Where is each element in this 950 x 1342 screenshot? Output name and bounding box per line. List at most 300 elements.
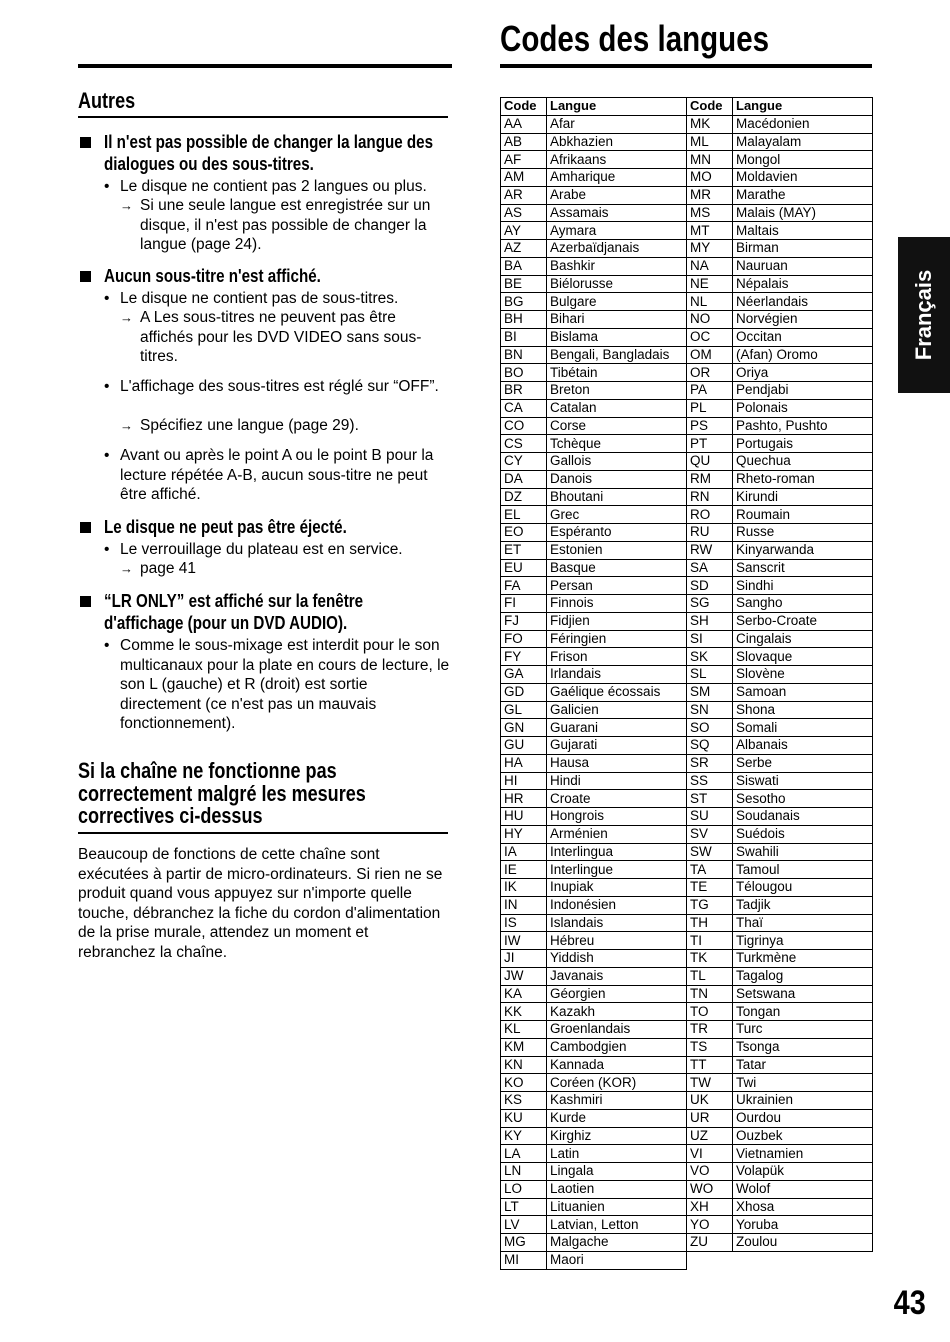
language-name-cell: Sangho bbox=[733, 595, 873, 613]
table-row bbox=[501, 559, 873, 577]
language-name-cell: Gallois bbox=[547, 453, 687, 471]
language-code-cell: UZ bbox=[687, 1127, 733, 1145]
language-code-cell: UK bbox=[687, 1092, 733, 1110]
language-name-cell: Shona bbox=[733, 701, 873, 719]
language-code-cell: EU bbox=[501, 559, 547, 577]
language-code-cell: SK bbox=[687, 648, 733, 666]
language-name-cell: Catalan bbox=[547, 399, 687, 417]
language-name-cell: Yoruba bbox=[733, 1216, 873, 1234]
language-code-cell: LV bbox=[501, 1216, 547, 1234]
language-name-cell: Espéranto bbox=[547, 524, 687, 542]
language-name-cell: Afrikaans bbox=[547, 151, 687, 169]
issue-heading-line: Aucun sous-titre n'est affiché. bbox=[104, 265, 321, 286]
language-code-cell: ST bbox=[687, 790, 733, 808]
square-bullet-icon bbox=[80, 271, 91, 282]
language-code-cell: SA bbox=[687, 559, 733, 577]
language-name-cell: (Afan) Oromo bbox=[733, 346, 873, 364]
language-code-cell: MO bbox=[687, 169, 733, 187]
language-name-cell: Aymara bbox=[547, 222, 687, 240]
table-row bbox=[501, 470, 873, 488]
language-name-cell: Occitan bbox=[733, 328, 873, 346]
language-name-cell: Mongol bbox=[733, 151, 873, 169]
language-code-cell: OC bbox=[687, 328, 733, 346]
issue-heading-line: Il n'est pas possible de changer la langue des bbox=[104, 131, 434, 152]
cause-text: Le verrouillage du plateau est en service. bbox=[120, 541, 403, 558]
language-code-cell: PT bbox=[687, 435, 733, 453]
language-name-cell: Kirghiz bbox=[547, 1127, 687, 1145]
language-name-cell: Indonésien bbox=[547, 896, 687, 914]
language-code-cell: AM bbox=[501, 169, 547, 187]
language-code-cell: TA bbox=[687, 861, 733, 879]
language-code-cell: NE bbox=[687, 275, 733, 293]
language-name-cell: Sanscrit bbox=[733, 559, 873, 577]
table-row bbox=[501, 1127, 873, 1145]
table-row bbox=[501, 506, 873, 524]
square-bullet-icon bbox=[80, 137, 91, 148]
table-row bbox=[501, 453, 873, 471]
language-code-cell: MT bbox=[687, 222, 733, 240]
language-name-cell: Sesotho bbox=[733, 790, 873, 808]
table-row bbox=[501, 169, 873, 187]
language-name-cell: Groenlandais bbox=[547, 1021, 687, 1039]
table-row bbox=[501, 435, 873, 453]
language-name-cell: Laotien bbox=[547, 1180, 687, 1198]
right-top-rule bbox=[500, 64, 872, 68]
table-row bbox=[501, 541, 873, 559]
language-code-cell: MG bbox=[501, 1234, 547, 1252]
language-name-cell: Islandais bbox=[547, 914, 687, 932]
language-code-cell: AB bbox=[501, 133, 547, 151]
side-tab-label: Français bbox=[911, 269, 936, 361]
language-name-cell: Kazakh bbox=[547, 1003, 687, 1021]
language-side-tab bbox=[898, 237, 950, 393]
table-row bbox=[501, 577, 873, 595]
language-code-cell: GU bbox=[501, 737, 547, 755]
column-header-code: Code bbox=[687, 98, 733, 116]
table-row bbox=[501, 808, 873, 826]
language-code-cell: SU bbox=[687, 808, 733, 826]
language-code-cell: PL bbox=[687, 399, 733, 417]
language-name-cell: Samoan bbox=[733, 683, 873, 701]
language-code-cell: KM bbox=[501, 1038, 547, 1056]
bullet-dot-icon: • bbox=[104, 637, 110, 654]
language-name-cell: Afar bbox=[547, 115, 687, 133]
bullet-dot-icon: • bbox=[104, 447, 110, 464]
language-name-cell: Javanais bbox=[547, 967, 687, 985]
remedy-text: page 41 bbox=[140, 560, 197, 577]
language-name-cell: Tsonga bbox=[733, 1038, 873, 1056]
language-code-cell: MN bbox=[687, 151, 733, 169]
language-name-cell: Turkmène bbox=[733, 950, 873, 968]
language-code-cell: XH bbox=[687, 1198, 733, 1216]
language-code-cell: LN bbox=[501, 1163, 547, 1181]
language-code-cell: KY bbox=[501, 1127, 547, 1145]
language-code-cell: PA bbox=[687, 382, 733, 400]
language-name-cell: Corse bbox=[547, 417, 687, 435]
table-row bbox=[501, 1163, 873, 1181]
language-code-cell: BH bbox=[501, 311, 547, 329]
language-name-cell: Maori bbox=[547, 1251, 687, 1269]
table-row bbox=[501, 879, 873, 897]
language-code-cell: SN bbox=[687, 701, 733, 719]
language-code-cell: IA bbox=[501, 843, 547, 861]
language-code-cell: BI bbox=[501, 328, 547, 346]
language-code-cell: CO bbox=[501, 417, 547, 435]
table-row bbox=[501, 666, 873, 684]
language-code-cell: NA bbox=[687, 257, 733, 275]
language-name-cell: Birman bbox=[733, 240, 873, 258]
language-name-cell: Kurde bbox=[547, 1109, 687, 1127]
table-row bbox=[501, 683, 873, 701]
table-row bbox=[501, 1109, 873, 1127]
language-code-cell: KL bbox=[501, 1021, 547, 1039]
language-name-cell: Abkhazien bbox=[547, 133, 687, 151]
language-name-cell: Frison bbox=[547, 648, 687, 666]
language-code-cell: SG bbox=[687, 595, 733, 613]
bullet-dot-icon: • bbox=[104, 290, 110, 307]
language-code-cell: QU bbox=[687, 453, 733, 471]
language-code-cell: FO bbox=[501, 630, 547, 648]
language-code-cell: AF bbox=[501, 151, 547, 169]
table-row bbox=[501, 293, 873, 311]
language-code-cell: TR bbox=[687, 1021, 733, 1039]
language-code-cell: HR bbox=[501, 790, 547, 808]
language-code-cell: SV bbox=[687, 825, 733, 843]
square-bullet-icon bbox=[80, 596, 91, 607]
language-code-cell: KK bbox=[501, 1003, 547, 1021]
table-row bbox=[501, 257, 873, 275]
arrow-right-icon: → bbox=[120, 198, 133, 213]
table-body bbox=[501, 115, 873, 1269]
table-row bbox=[501, 1234, 873, 1252]
table-row bbox=[501, 1092, 873, 1110]
language-name-cell: Twi bbox=[733, 1074, 873, 1092]
table-row bbox=[501, 825, 873, 843]
table-row bbox=[501, 346, 873, 364]
language-code-cell: HA bbox=[501, 754, 547, 772]
language-code-cell: BO bbox=[501, 364, 547, 382]
failure-paragraph: Beaucoup de fonctions de cette chaîne sont exécutées à partir de micro-ordinateurs. Si rien ne se produit quand vous appuyez sur n'importe quelle touche, débranchez la fiche du cordon d'alimentation de la prise murale, attendez un moment et rebranchez la chaîne. bbox=[78, 846, 443, 961]
language-code-cell: IN bbox=[501, 896, 547, 914]
cause-text: Avant ou après le point A ou le point B pour la lecture répétée A-B, aucun sous-titre ne peut être affiché. bbox=[120, 447, 434, 503]
language-name-cell: Serbe bbox=[733, 754, 873, 772]
language-code-cell: RN bbox=[687, 488, 733, 506]
language-name-cell: Guarani bbox=[547, 719, 687, 737]
language-name-cell: Arabe bbox=[547, 186, 687, 204]
language-name-cell: Danois bbox=[547, 470, 687, 488]
language-name-cell: Malais (MAY) bbox=[733, 204, 873, 222]
language-code-cell: TI bbox=[687, 932, 733, 950]
language-code-cell: BR bbox=[501, 382, 547, 400]
language-code-cell: IS bbox=[501, 914, 547, 932]
language-code-cell: TE bbox=[687, 879, 733, 897]
table-row bbox=[501, 719, 873, 737]
language-code-cell: JW bbox=[501, 967, 547, 985]
failure-heading-line: correctives ci-dessus bbox=[78, 803, 263, 828]
cause-text: L'affichage des sous-titres est réglé sur “OFF”. bbox=[120, 378, 439, 395]
language-name-cell: Albanais bbox=[733, 737, 873, 755]
cause-text: Comme le sous-mixage est interdit pour le son multicanaux pour la plate en cours de lecture, le son L (gauche) et R (droit) est sortie directement (ce n'est pas un mauvais fonctionnement). bbox=[120, 637, 450, 732]
table-row bbox=[501, 133, 873, 151]
language-name-cell: Arménien bbox=[547, 825, 687, 843]
language-code-cell: EO bbox=[501, 524, 547, 542]
table-row bbox=[501, 896, 873, 914]
language-name-cell: Finnois bbox=[547, 595, 687, 613]
table-row bbox=[501, 1251, 873, 1269]
remedy-text: Spécifiez une langue (page 29). bbox=[140, 417, 359, 434]
language-name-cell: Cingalais bbox=[733, 630, 873, 648]
section-rule bbox=[78, 832, 448, 834]
language-name-cell: Bulgare bbox=[547, 293, 687, 311]
language-name-cell: Persan bbox=[547, 577, 687, 595]
language-code-cell: AY bbox=[501, 222, 547, 240]
language-name-cell: Kannada bbox=[547, 1056, 687, 1074]
remedy-text: A Les sous-titres ne peuvent pas être affichés pour les DVD VIDEO sans sous-titres. bbox=[140, 309, 422, 365]
language-code-cell: FI bbox=[501, 595, 547, 613]
language-code-cell: EL bbox=[501, 506, 547, 524]
language-name-cell: Basque bbox=[547, 559, 687, 577]
language-name-cell: Néerlandais bbox=[733, 293, 873, 311]
language-code-cell: OM bbox=[687, 346, 733, 364]
language-code-cell: RW bbox=[687, 541, 733, 559]
language-code-cell: VO bbox=[687, 1163, 733, 1181]
language-name-cell: Hausa bbox=[547, 754, 687, 772]
language-code-cell: ZU bbox=[687, 1234, 733, 1252]
section-heading-failure bbox=[78, 760, 366, 828]
language-name-cell: Zoulou bbox=[733, 1234, 873, 1252]
language-name-cell: Norvégien bbox=[733, 311, 873, 329]
language-name-cell: Bashkir bbox=[547, 257, 687, 275]
language-name-cell: Cambodgien bbox=[547, 1038, 687, 1056]
language-name-cell: Gujarati bbox=[547, 737, 687, 755]
language-code-cell: TK bbox=[687, 950, 733, 968]
table-row bbox=[501, 488, 873, 506]
table-header-row bbox=[501, 98, 873, 116]
language-name-cell: Grec bbox=[547, 506, 687, 524]
language-name-cell: Coréen (KOR) bbox=[547, 1074, 687, 1092]
language-code-cell: UR bbox=[687, 1109, 733, 1127]
language-name-cell: Serbo-Croate bbox=[733, 612, 873, 630]
language-name-cell: Hongrois bbox=[547, 808, 687, 826]
table-row bbox=[501, 1074, 873, 1092]
language-name-cell: Kirundi bbox=[733, 488, 873, 506]
language-code-cell: MI bbox=[501, 1251, 547, 1269]
language-code-cell: MS bbox=[687, 204, 733, 222]
language-code-cell: RO bbox=[687, 506, 733, 524]
language-code-cell: FJ bbox=[501, 612, 547, 630]
language-code-cell: RU bbox=[687, 524, 733, 542]
arrow-right-icon: → bbox=[120, 418, 133, 433]
language-code-cell: NL bbox=[687, 293, 733, 311]
language-name-cell: Gaélique écossais bbox=[547, 683, 687, 701]
language-code-cell: AR bbox=[501, 186, 547, 204]
language-code-cell: KA bbox=[501, 985, 547, 1003]
section-heading-autres: Autres bbox=[78, 88, 136, 113]
language-code-cell: CA bbox=[501, 399, 547, 417]
language-code-cell: ML bbox=[687, 133, 733, 151]
language-name-cell: Inupiak bbox=[547, 879, 687, 897]
language-code-cell: BG bbox=[501, 293, 547, 311]
language-name-cell: Bihari bbox=[547, 311, 687, 329]
language-code-cell: KN bbox=[501, 1056, 547, 1074]
language-code-cell: HY bbox=[501, 825, 547, 843]
table-row bbox=[501, 914, 873, 932]
language-name-cell: Maltais bbox=[733, 222, 873, 240]
language-name-cell: Russe bbox=[733, 524, 873, 542]
page-title: Codes des langues bbox=[500, 18, 770, 59]
language-name-cell: Ourdou bbox=[733, 1109, 873, 1127]
bullet-dot-icon: • bbox=[104, 178, 110, 195]
language-name-cell: Azerbaïdjanais bbox=[547, 240, 687, 258]
language-code-cell: IW bbox=[501, 932, 547, 950]
arrow-right-icon: → bbox=[120, 310, 133, 325]
empty-cell bbox=[733, 1251, 873, 1269]
language-code-cell: GL bbox=[501, 701, 547, 719]
language-name-cell: Polonais bbox=[733, 399, 873, 417]
language-name-cell: Kashmiri bbox=[547, 1092, 687, 1110]
language-code-cell: KS bbox=[501, 1092, 547, 1110]
language-code-cell: OR bbox=[687, 364, 733, 382]
empty-cell bbox=[687, 1251, 733, 1269]
arrow-right-icon: → bbox=[120, 561, 133, 576]
language-name-cell: Pashto, Pushto bbox=[733, 417, 873, 435]
language-code-cell: MK bbox=[687, 115, 733, 133]
language-name-cell: Tibétain bbox=[547, 364, 687, 382]
table-row bbox=[501, 275, 873, 293]
table-row bbox=[501, 737, 873, 755]
table-row bbox=[501, 595, 873, 613]
language-name-cell: Estonien bbox=[547, 541, 687, 559]
language-name-cell: Roumain bbox=[733, 506, 873, 524]
language-name-cell: Irlandais bbox=[547, 666, 687, 684]
language-name-cell: Assamais bbox=[547, 204, 687, 222]
language-code-cell: HU bbox=[501, 808, 547, 826]
language-code-cell: SR bbox=[687, 754, 733, 772]
language-code-cell: CS bbox=[501, 435, 547, 453]
language-name-cell: Oriya bbox=[733, 364, 873, 382]
bullet-dot-icon: • bbox=[104, 541, 110, 558]
issue-heading-line: “LR ONLY” est affiché sur la fenêtre bbox=[104, 590, 364, 611]
cause-text: Le disque ne contient pas de sous-titres. bbox=[120, 290, 399, 307]
language-name-cell: Kinyarwanda bbox=[733, 541, 873, 559]
table-row bbox=[501, 382, 873, 400]
table-row bbox=[501, 204, 873, 222]
language-code-cell: ET bbox=[501, 541, 547, 559]
language-name-cell: Tadjik bbox=[733, 896, 873, 914]
language-name-cell: Lituanien bbox=[547, 1198, 687, 1216]
table-row bbox=[501, 399, 873, 417]
table-row bbox=[501, 701, 873, 719]
language-name-cell: Pendjabi bbox=[733, 382, 873, 400]
table-row bbox=[501, 985, 873, 1003]
failure-heading-line: correctement malgré les mesures bbox=[78, 780, 366, 806]
table-row bbox=[501, 843, 873, 861]
language-name-cell: Malayalam bbox=[733, 133, 873, 151]
table-row bbox=[501, 417, 873, 435]
table-row bbox=[501, 932, 873, 950]
table-row bbox=[501, 222, 873, 240]
issue-heading-line: dialogues ou des sous-titres. bbox=[104, 153, 314, 174]
language-code-cell: JI bbox=[501, 950, 547, 968]
square-bullet-icon bbox=[80, 522, 91, 533]
issue-heading-line: d'affichage (pour un DVD AUDIO). bbox=[104, 612, 348, 633]
language-code-cell: SL bbox=[687, 666, 733, 684]
language-code-cell: SH bbox=[687, 612, 733, 630]
table-row bbox=[501, 1180, 873, 1198]
language-name-cell: Moldavien bbox=[733, 169, 873, 187]
language-code-cell: MR bbox=[687, 186, 733, 204]
table-row bbox=[501, 240, 873, 258]
table-row bbox=[501, 754, 873, 772]
language-name-cell: Géorgien bbox=[547, 985, 687, 1003]
language-name-cell: Interlingue bbox=[547, 861, 687, 879]
language-name-cell: Hindi bbox=[547, 772, 687, 790]
language-code-cell: GA bbox=[501, 666, 547, 684]
language-name-cell: Latin bbox=[547, 1145, 687, 1163]
language-name-cell: Tagalog bbox=[733, 967, 873, 985]
table-row bbox=[501, 861, 873, 879]
table-row bbox=[501, 790, 873, 808]
language-name-cell: Népalais bbox=[733, 275, 873, 293]
table-row bbox=[501, 648, 873, 666]
language-name-cell: Breton bbox=[547, 382, 687, 400]
language-code-cell: SO bbox=[687, 719, 733, 737]
language-name-cell: Nauruan bbox=[733, 257, 873, 275]
language-code-cell: IE bbox=[501, 861, 547, 879]
language-code-cell: HI bbox=[501, 772, 547, 790]
language-code-cell: TO bbox=[687, 1003, 733, 1021]
language-name-cell: Turc bbox=[733, 1021, 873, 1039]
language-code-cell: DA bbox=[501, 470, 547, 488]
language-code-cell: AZ bbox=[501, 240, 547, 258]
language-name-cell: Bislama bbox=[547, 328, 687, 346]
language-code-cell: FY bbox=[501, 648, 547, 666]
language-code-cell: TW bbox=[687, 1074, 733, 1092]
language-name-cell: Sindhi bbox=[733, 577, 873, 595]
language-code-cell: NO bbox=[687, 311, 733, 329]
table-row bbox=[501, 186, 873, 204]
language-code-cell: SQ bbox=[687, 737, 733, 755]
table-row bbox=[501, 1038, 873, 1056]
language-name-cell: Volapük bbox=[733, 1163, 873, 1181]
table-row bbox=[501, 328, 873, 346]
language-name-cell: Yiddish bbox=[547, 950, 687, 968]
column-header-code: Code bbox=[501, 98, 547, 116]
language-code-table bbox=[500, 97, 873, 1270]
language-name-cell: Tongan bbox=[733, 1003, 873, 1021]
table-row bbox=[501, 151, 873, 169]
table-row bbox=[501, 115, 873, 133]
section-rule bbox=[78, 116, 448, 118]
language-code-cell: PS bbox=[687, 417, 733, 435]
language-code-cell: BE bbox=[501, 275, 547, 293]
language-name-cell: Hébreu bbox=[547, 932, 687, 950]
language-code-cell: SD bbox=[687, 577, 733, 595]
language-name-cell: Ukrainien bbox=[733, 1092, 873, 1110]
language-name-cell: Croate bbox=[547, 790, 687, 808]
language-name-cell: Xhosa bbox=[733, 1198, 873, 1216]
language-code-cell: RM bbox=[687, 470, 733, 488]
language-name-cell: Tigrinya bbox=[733, 932, 873, 950]
language-name-cell: Interlingua bbox=[547, 843, 687, 861]
language-code-cell: TT bbox=[687, 1056, 733, 1074]
language-name-cell: Télougou bbox=[733, 879, 873, 897]
language-name-cell: Siswati bbox=[733, 772, 873, 790]
language-name-cell: Slovaque bbox=[733, 648, 873, 666]
language-code-cell: CY bbox=[501, 453, 547, 471]
language-code-cell: KU bbox=[501, 1109, 547, 1127]
language-name-cell: Thaï bbox=[733, 914, 873, 932]
